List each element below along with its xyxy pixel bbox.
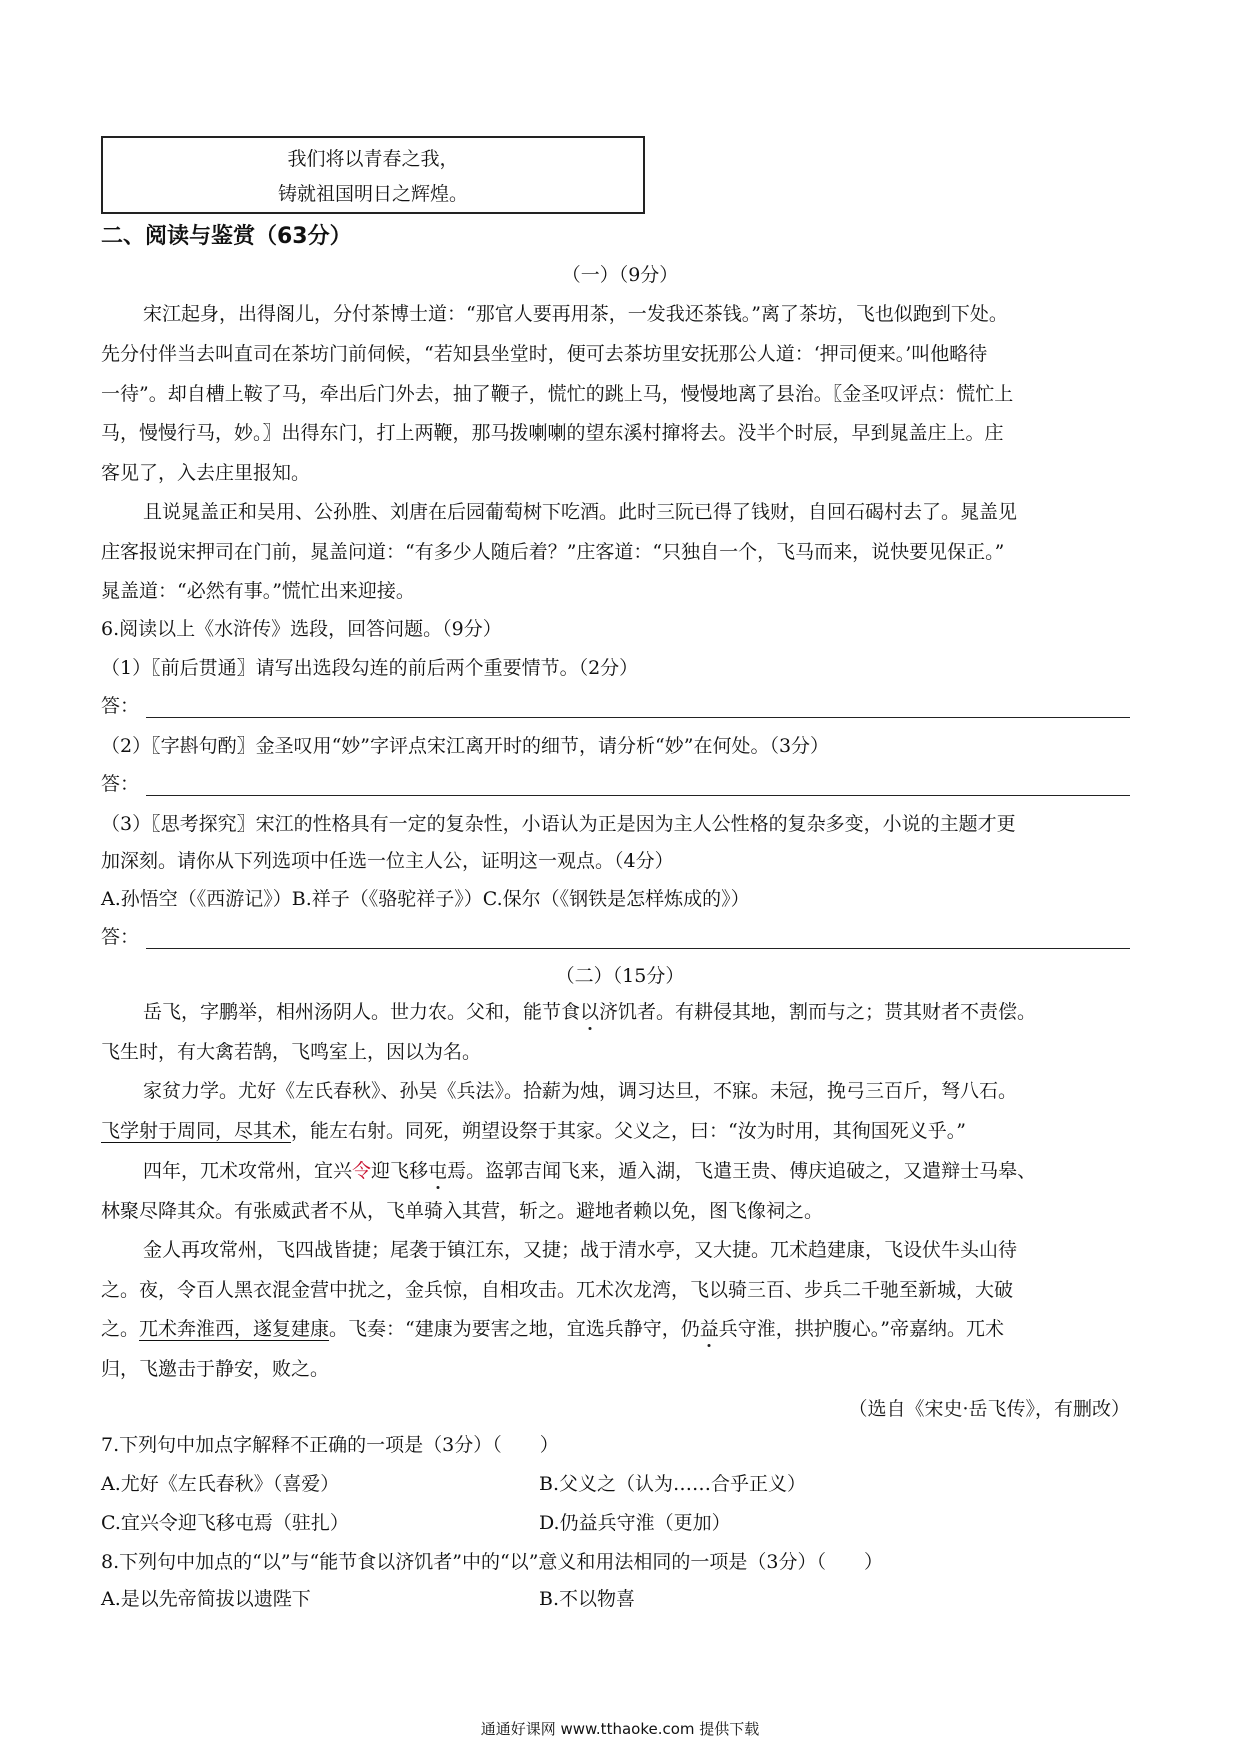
answer-label-2: 答： — [101, 773, 140, 795]
part1-p1-line4: 马，慢慢行马，妙。〗出得东门，打上两鞭，那马拨喇喇的望东溪村撺将去。没半个时辰，早到晁盖庄上。庄 — [101, 422, 1004, 444]
text-run: 。飞奏：“建康为要害之地，宜选兵静守，仍 — [329, 1318, 700, 1340]
part2-p4-line4: 归，飞邀击于静安，败之。 — [101, 1358, 330, 1380]
question-8: 8.下列句中加点的“以”与“能节食以济饥者”中的“以”意义和用法相同的一项是（3分）（ ） — [101, 1551, 883, 1573]
part2-heading: （二）（15分） — [555, 965, 685, 987]
question-7: 7.下列句中加点字解释不正确的一项是（3分）（ ） — [101, 1434, 559, 1456]
question-6-3-line1: （3）〖思考探究〗宋江的性格具有一定的复杂性，小语认为正是因为主人公性格的复杂多变，小说的主题才更 — [101, 813, 1016, 835]
part1-p2-line1: 且说晁盖正和吴用、公孙胜、刘唐在后园葡萄树下吃酒。此时三阮已得了钱财，自回石碣村去了。晁盖见 — [143, 501, 1018, 523]
answer-label-3: 答： — [101, 926, 140, 948]
text-run: 之。 — [101, 1318, 140, 1340]
part2-p4-line1: 金人再攻常州，飞四战皆捷；尾袭于镇江东，又捷；战于清水亭，又大捷。兀术趋建康，飞设伏牛头山待 — [143, 1239, 1018, 1261]
part1-p2-line2: 庄客报说宋押司在门前，晁盖问道：“有多少人随后着？”庄客道：“只独自一个，飞马而来，说快要见保正。” — [101, 541, 1005, 563]
text-run: 迎飞移 — [371, 1160, 429, 1182]
dotted-char-yi: 以 — [580, 1001, 600, 1023]
part2-p4-line3 — [101, 1320, 1004, 1339]
q7-option-d: D.仍益兵守淮（更加） — [539, 1512, 731, 1534]
part2-p1-line2: 飞生时，有大禽若鹄，飞鸣室上，因以为名。 — [101, 1041, 482, 1063]
answer-line-3[interactable] — [146, 948, 1130, 949]
q8-option-b: B.不以物喜 — [539, 1588, 636, 1610]
part2-p2-line2 — [101, 1122, 966, 1141]
underlined-sentence-1: 飞学射于周同，尽其术 — [101, 1120, 292, 1142]
part1-p1-line1: 宋江起身，出得阁儿，分付茶博士道：“那官人要再用茶，一发我还茶钱。”离了茶坊，飞也似跑到下处。 — [143, 303, 1008, 325]
question-6-3-options: A.孙悟空（《西游记》）B.祥子（《骆驼祥子》）C.保尔（《钢铁是怎样炼成的》） — [101, 888, 750, 910]
part1-p1-line3: 一待”。却自槽上鞍了马，牵出后门外去，抽了鞭子，慌忙的跳上马，慢慢地离了县治。〖金圣叹评点：慌忙上 — [101, 383, 1014, 405]
section-title: 二、阅读与鉴赏（63分） — [101, 224, 352, 249]
answer-line-1[interactable] — [146, 717, 1130, 718]
q7-option-c: C.宜兴令迎飞移屯焉（驻扎） — [101, 1512, 349, 1534]
part2-p1-line1 — [143, 1003, 1036, 1022]
part1-p2-line3: 晁盖道：“必然有事。”慌忙出来迎接。 — [101, 580, 415, 602]
poem-line-1: 我们将以青春之我， — [287, 148, 459, 170]
part2-p3-line2: 林聚尽降其众。有张威武者不从，飞单骑入其营，斩之。避地者赖以免，图飞像祠之。 — [101, 1200, 824, 1222]
text-run: 四年，兀术攻常州，宜兴 — [143, 1160, 353, 1182]
footer-watermark: 通通好课网 www.tthaoke.com 提供下载 — [480, 1720, 760, 1738]
q7-option-a: A.尤好《左氏春秋》（喜爱） — [101, 1473, 340, 1495]
part1-heading: （一）（9分） — [561, 264, 679, 286]
part1-p1-line5: 客见了，入去庄里报知。 — [101, 462, 311, 484]
text-run: 岳飞，字鹏举，相州汤阴人。世力农。父和，能节食 — [143, 1001, 581, 1023]
part2-p2-line1: 家贫力学。尤好《左氏春秋》、孙吴《兵法》。拾薪为烛，调习达旦，不寐。未冠，挽弓三百斤，弩八石。 — [143, 1080, 1018, 1102]
text-run: 焉。盗郭吉闻飞来，遁入湖，飞遣王贵、傅庆追破之，又遣辩士马皋、 — [447, 1160, 1037, 1182]
answer-label-1: 答： — [101, 695, 140, 717]
poem-line-2: 铸就祖国明日之辉煌。 — [277, 183, 468, 205]
part1-p1-line2: 先分付伴当去叫直司在茶坊门前伺候，“若知县坐堂时，便可去茶坊里安抚那公人道：‘押司便来。’叫他略待 — [101, 343, 988, 365]
red-char-ling: 令 — [352, 1160, 372, 1182]
q7-option-b: B.父义之（认为……合乎正义） — [539, 1473, 807, 1495]
question-6-1: （1）〖前后贯通〗请写出选段勾连的前后两个重要情节。（2分） — [101, 657, 639, 679]
dotted-char-tun: 屯 — [428, 1160, 448, 1182]
poem-box — [101, 136, 645, 214]
source-citation: （选自《宋史·岳飞传》，有删改） — [848, 1398, 1130, 1420]
question-6-2: （2）〖字斟句酌〗金圣叹用“妙”字评点宋江离开时的细节，请分析“妙”在何处。（3分） — [101, 735, 830, 757]
answer-line-2[interactable] — [146, 795, 1130, 796]
underlined-sentence-2: 兀术奔淮西，遂复建康 — [139, 1318, 330, 1340]
q8-option-a: A.是以先帝简拔以遗陛下 — [101, 1588, 311, 1610]
text-run: 济饥者。有耕侵其地，割而与之；贳其财者不责偿。 — [599, 1001, 1037, 1023]
question-6-3-line2: 加深刻。请你从下列选项中任选一位主人公，证明这一观点。（4分） — [101, 850, 674, 872]
text-run: ，能左右射。同死，朔望设祭于其家。父义之，曰：“汝为时用，其徇国死义乎。” — [291, 1120, 966, 1142]
question-6: 6.阅读以上《水浒传》选段，回答问题。（9分） — [101, 618, 502, 640]
part2-p3-line1 — [143, 1162, 1036, 1181]
dotted-char-yi2: 益 — [699, 1318, 719, 1340]
part2-p4-line2: 之。夜，令百人黑衣混金营中扰之，金兵惊，自相攻击。兀术次龙湾，飞以骑三百、步兵二千驰至新城，大破 — [101, 1279, 1014, 1301]
text-run: 兵守淮，拱护腹心。”帝嘉纳。兀术 — [718, 1318, 1004, 1340]
